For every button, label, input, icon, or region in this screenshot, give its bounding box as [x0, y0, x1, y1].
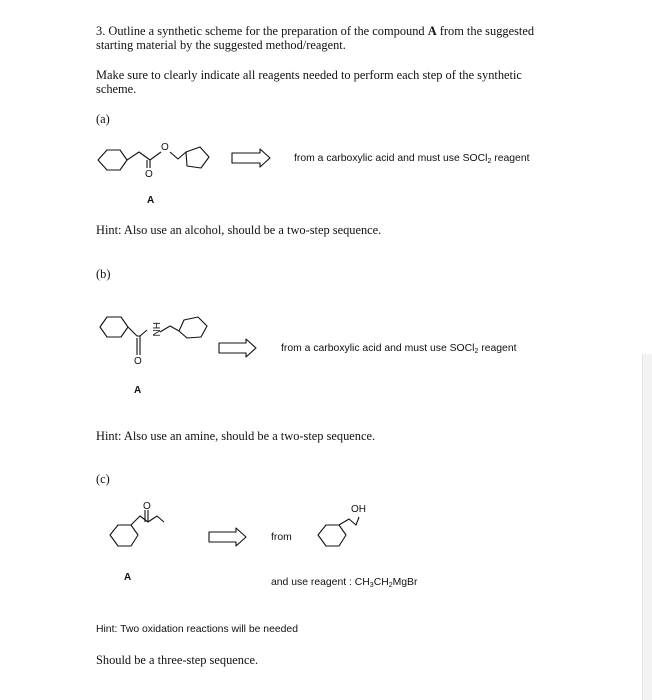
- amide-n: N: [150, 329, 161, 337]
- amide-h: H: [150, 322, 161, 330]
- part-b-method-end: reagent: [478, 343, 517, 354]
- part-c-steps: Should be a three-step sequence.: [96, 653, 259, 667]
- cyclohexane-ring-c-start: [318, 525, 346, 546]
- retro-arrow-c: [209, 528, 246, 546]
- reagent-text-3: MgBr: [392, 577, 418, 588]
- part-b-method: [281, 343, 517, 354]
- scrollbar-track[interactable]: [642, 354, 652, 700]
- instruction-line-1: Make sure to clearly indicate all reagents needed to perform each step of the synthetic: [96, 68, 522, 82]
- question-text: 3. Outline a synthetic scheme for the preparation of the compound: [96, 24, 428, 38]
- hydroxyl-label: OH: [351, 504, 366, 515]
- ester-oxygen-label: O: [161, 142, 169, 153]
- retro-arrow-a: [232, 149, 270, 167]
- amide-chain-b: [128, 327, 140, 336]
- alcohol-chain-c: [339, 517, 359, 525]
- reagent-sub-2: 2: [388, 582, 393, 589]
- amide-nh-label: [150, 322, 161, 336]
- part-c-hint: Hint: Two oxidation reactions will be needed: [96, 624, 298, 635]
- instruction-line-2: scheme.: [96, 82, 137, 96]
- cyclohexane-ring-a-left: [98, 150, 127, 170]
- cyclopentane-ring-a: [186, 147, 209, 168]
- compound-a-label-c: A: [124, 572, 132, 583]
- question-text-end: from the suggested: [436, 24, 535, 38]
- retro-arrow-b: [219, 339, 256, 357]
- reagent-sub-1: 3: [369, 582, 374, 589]
- compound-a-label-b: A: [134, 385, 142, 396]
- part-a-sub: 2: [487, 158, 492, 165]
- part-c-from: from: [271, 532, 292, 543]
- part-a-label: (a): [96, 112, 110, 126]
- part-a-hint: Hint: Also use an alcohol, should be a two-step sequence.: [96, 223, 382, 237]
- cyclohexane-ring-c-target: [110, 525, 138, 546]
- carbonyl-oxygen-c: O: [143, 501, 151, 512]
- part-b-hint: Hint: Also use an amine, should be a two-step sequence.: [96, 429, 376, 443]
- part-c-label: (c): [96, 472, 110, 486]
- compound-ref: A: [427, 24, 437, 38]
- part-a-method-text: from a carboxylic acid and must use SOCl: [294, 153, 488, 164]
- carbonyl-oxygen-a: O: [145, 169, 153, 180]
- reagent-text-2: CH: [373, 577, 389, 588]
- part-a-method: [294, 153, 530, 164]
- carbonyl-oxygen-b: O: [134, 356, 142, 367]
- cyclohexane-ring-b: [100, 317, 128, 337]
- part-b-sub: 2: [474, 348, 479, 355]
- part-a-method-end: reagent: [491, 153, 530, 164]
- part-c-reagent: [271, 577, 417, 588]
- compound-a-label-a: A: [147, 195, 155, 206]
- question-line-2: starting material by the suggested method/reagent.: [96, 38, 346, 52]
- part-b-method-text: from a carboxylic acid and must use SOCl: [281, 343, 475, 354]
- reagent-text-1: and use reagent : CH: [271, 577, 370, 588]
- part-b-label: (b): [96, 267, 111, 281]
- cyclopentane-ring-b: [179, 317, 207, 338]
